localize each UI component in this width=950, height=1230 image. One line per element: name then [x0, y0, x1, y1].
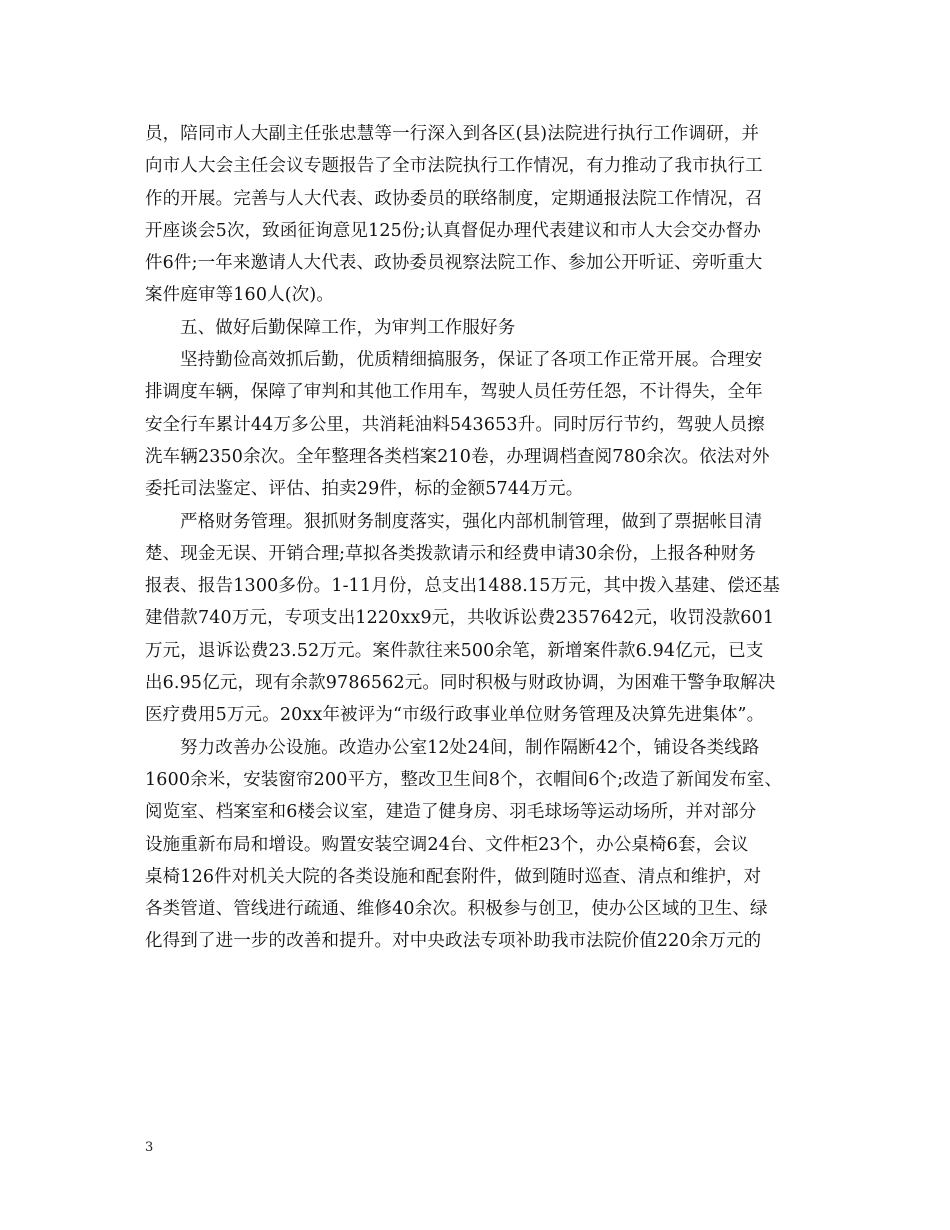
text-line: 开座谈会5次，致函征询意见125份;认真督促办理代表建议和市人大会交办督办: [145, 220, 761, 241]
text-line: 安全行车累计44万多公里，共消耗油料543653升。同时厉行节约，驾驶人员擦: [145, 414, 765, 435]
text-line: 报表、报告1300多份。1-11月份，总支出1488.15万元，其中拨入基建、偿还基: [145, 576, 781, 597]
text-line: 员，陪同市人大副主任张忠慧等一行深入到各区(县)法院进行执行工作调研，并: [145, 124, 760, 144]
text-line: 化得到了进一步的改善和提升。对中央政法专项补助我市法院价值220余万元的: [145, 931, 762, 952]
text-line: 各类管道、管线进行疏通、维修40余次。积极参与创卫，使办公区域的卫生、绿: [145, 899, 768, 920]
section-heading: 五、做好后勤保障工作，为审判工作服好务: [180, 317, 516, 338]
text-line: 设施重新布局和增设。购置安装空调24台、文件柜23个，办公桌椅6套，会议: [145, 834, 749, 855]
page-number: 3: [145, 1140, 154, 1155]
text-line: 桌椅126件对机关大院的各类设施和配套附件，做到随时巡查、清点和维护，对: [145, 866, 762, 887]
text-line: 作的开展。完善与人大代表、政协委员的联络制度，定期通报法院工作情况，召: [145, 188, 763, 209]
text-line: 1600余米，安装窗帘200平方，整改卫生间8个，衣帽间6个;改造了新闻发布室、: [145, 769, 783, 790]
text-line: 阅览室、档案室和6楼会议室，建造了健身房、羽毛球场等运动场所，并对部分: [145, 802, 757, 823]
text-line: 委托司法鉴定、评估、拍卖29件，标的金额5744万元。: [145, 479, 584, 500]
document-body: [145, 118, 810, 958]
text-line: 洗车辆2350余次。全年整理各类档案210卷，办理调档查阅780余次。依法对外: [145, 446, 770, 467]
text-line: 出6.95亿元，现有余款9786562元。同时积极与财政协调，为困难干警争取解决: [145, 673, 776, 694]
paragraph-start-line: 严格财务管理。狠抓财务制度落实，强化内部机制管理，做到了票据帐目清: [180, 511, 763, 532]
paragraph-start-line: 努力改善办公设施。改造办公室12处24间，制作隔断42个，铺设各类线路: [180, 737, 760, 758]
paragraph-start-line: 坚持勤俭高效抓后勤，优质精细搞服务，保证了各项工作正常开展。合理安: [180, 350, 763, 371]
text-line: 建借款740万元，专项支出1220xx9元，共收诉讼费2357642元，收罚没款601: [145, 608, 775, 629]
text-line: 案件庭审等160人(次)。: [145, 285, 335, 306]
text-line: 向市人大会主任会议专题报告了全市法院执行工作情况，有力推动了我市执行工: [145, 156, 763, 177]
text-line: 万元，退诉讼费23.52万元。案件款往来500余笔，新增案件款6.94亿元，已支: [145, 640, 764, 661]
text-line: 件6件;一年来邀请人大代表、政协委员视察法院工作、参加公开听证、旁听重大: [145, 253, 763, 274]
text-line: 楚、现金无误、开销合理;草拟各类拨款请示和经费申请30余份，上报各种财务: [145, 543, 757, 564]
text-line: 排调度车辆，保障了审判和其他工作用车，驾驶人员任劳任怨，不计得失，全年: [145, 382, 763, 403]
text-line: 医疗费用5万元。20xx年被评为“市级行政事业单位财务管理及决算先进集体”。: [145, 705, 765, 726]
